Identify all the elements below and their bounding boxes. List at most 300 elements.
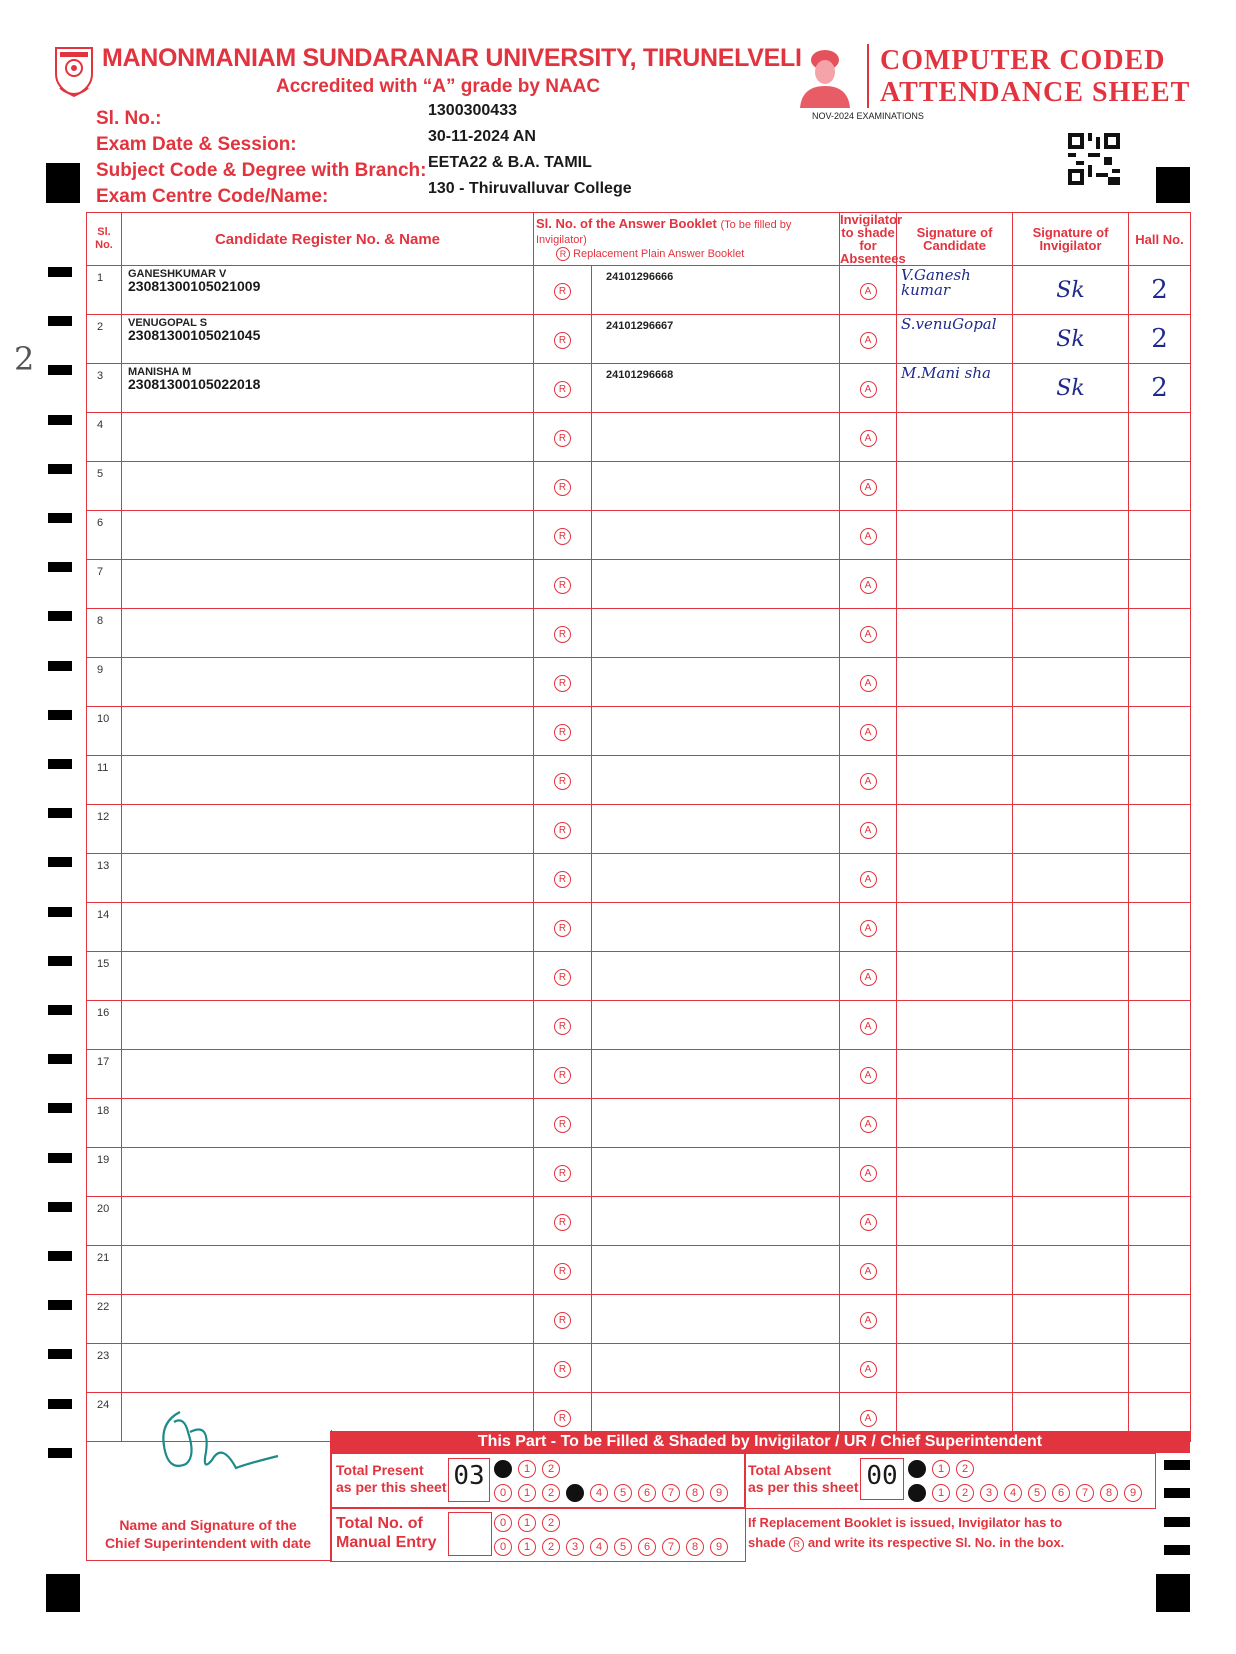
candidate-signature	[897, 1295, 1013, 1344]
replacement-cell	[534, 805, 592, 854]
timing-mark	[48, 1054, 72, 1064]
hall-no	[1129, 1295, 1191, 1344]
candidate-cell	[122, 1295, 534, 1344]
booklet-no	[592, 658, 840, 707]
absent-bubble[interactable]: A	[860, 528, 877, 545]
candidate-signature	[897, 1344, 1013, 1393]
total-absent-tens[interactable]	[908, 1459, 980, 1478]
hall-no	[1129, 413, 1191, 462]
absent-cell	[840, 903, 897, 952]
total-present-line1: Total Present	[336, 1462, 424, 1478]
replacement-bubble[interactable]: R	[554, 1312, 571, 1329]
digit-bubble-2[interactable]: 2	[542, 1484, 560, 1502]
candidate-cell	[122, 1001, 534, 1050]
digit-bubble-8[interactable]: 8	[686, 1538, 704, 1556]
replacement-cell	[534, 1246, 592, 1295]
digit-bubble-3[interactable]: 3	[980, 1484, 998, 1502]
col-booklet-paren: (To be filled by Invigilator)	[536, 219, 792, 246]
footer-band: This Part - To be Filled & Shaded by Invigilator / UR / Chief Superintendent	[330, 1431, 1190, 1453]
table-row	[87, 658, 1191, 707]
timing-mark	[48, 661, 72, 671]
absent-cell	[840, 805, 897, 854]
digit-bubble-3[interactable]: 3	[566, 1538, 584, 1556]
candidate-cell	[122, 511, 534, 560]
absent-cell	[840, 854, 897, 903]
hall-no: 2	[1129, 315, 1191, 364]
replacement-bubble[interactable]: R	[554, 381, 571, 398]
digit-bubble-0[interactable]: 0	[494, 1484, 512, 1502]
candidate-cell	[122, 1099, 534, 1148]
hall-no	[1129, 1050, 1191, 1099]
absent-bubble[interactable]: A	[860, 430, 877, 447]
digit-bubble-1[interactable]: 1	[518, 1484, 536, 1502]
digit-bubble-4[interactable]: 4	[590, 1538, 608, 1556]
digit-bubble-0[interactable]: 0	[494, 1460, 512, 1478]
booklet-no: 24101296668	[592, 364, 840, 413]
hall-no	[1129, 756, 1191, 805]
replacement-cell	[534, 707, 592, 756]
timing-mark	[48, 1448, 72, 1458]
absent-bubble[interactable]: A	[860, 1165, 877, 1182]
table-row	[87, 1099, 1191, 1148]
total-absent-line2: as per this sheet	[748, 1479, 859, 1495]
replacement-bubble[interactable]: R	[554, 822, 571, 839]
digit-bubble-1[interactable]: 1	[932, 1484, 950, 1502]
absent-bubble[interactable]: A	[860, 283, 877, 300]
replacement-bubble[interactable]: R	[554, 1018, 571, 1035]
replacement-bubble[interactable]: R	[554, 969, 571, 986]
table-row	[87, 462, 1191, 511]
replacement-cell	[534, 511, 592, 560]
replacement-bubble[interactable]: R	[554, 1263, 571, 1280]
header-divider	[867, 44, 869, 108]
replacement-cell	[534, 1001, 592, 1050]
corner-mark-top-left	[46, 163, 80, 203]
timing-mark	[48, 1251, 72, 1261]
university-logo	[52, 44, 96, 100]
timing-mark	[48, 365, 72, 375]
digit-bubble-0[interactable]: 0	[908, 1484, 926, 1502]
absent-bubble[interactable]: A	[860, 381, 877, 398]
invigilator-signature	[1013, 903, 1129, 952]
row-sl-no: 1	[87, 266, 122, 315]
col-booklet	[534, 213, 840, 266]
subject-label: Subject Code & Degree with Branch:	[96, 160, 427, 181]
hall-no	[1129, 511, 1191, 560]
absent-bubble[interactable]: A	[860, 479, 877, 496]
hall-no	[1129, 560, 1191, 609]
candidate-signature: M.Mani sha	[897, 364, 1013, 413]
candidate-cell	[122, 560, 534, 609]
digit-bubble-3[interactable]: 3	[566, 1484, 584, 1502]
replacement-bubble[interactable]: R	[554, 1116, 571, 1133]
invigilator-signature	[1013, 462, 1129, 511]
hall-no	[1129, 1197, 1191, 1246]
absent-bubble[interactable]: A	[860, 1312, 877, 1329]
sheet-title-line2: ATTENDANCE SHEET	[880, 77, 1191, 108]
candidate-signature	[897, 1246, 1013, 1295]
invigilator-signature	[1013, 658, 1129, 707]
accreditation: Accredited with “A” grade by NAAC	[276, 76, 601, 97]
hall-no	[1129, 805, 1191, 854]
timing-mark	[48, 759, 72, 769]
timing-mark	[48, 956, 72, 966]
absent-cell	[840, 462, 897, 511]
candidate-signature	[897, 1050, 1013, 1099]
candidate-signature	[897, 903, 1013, 952]
absent-bubble[interactable]: A	[860, 1214, 877, 1231]
replacement-bubble[interactable]: R	[554, 332, 571, 349]
replacement-note	[748, 1513, 1064, 1553]
table-row	[87, 952, 1191, 1001]
absent-cell	[840, 315, 897, 364]
replacement-bubble[interactable]: R	[554, 1067, 571, 1084]
corner-mark-top-right	[1156, 167, 1190, 203]
replacement-note-line2a: shade	[748, 1535, 786, 1550]
replacement-bubble[interactable]: R	[554, 479, 571, 496]
replacement-cell	[534, 1148, 592, 1197]
digit-bubble-9[interactable]: 9	[710, 1538, 728, 1556]
invigilator-signature: Sk	[1013, 315, 1129, 364]
absent-cell	[840, 756, 897, 805]
booklet-no	[592, 1344, 840, 1393]
digit-bubble-0[interactable]: 0	[494, 1514, 512, 1532]
candidate-cell	[122, 805, 534, 854]
digit-bubble-0[interactable]: 0	[908, 1460, 926, 1478]
examinations-label: NOV-2024 EXAMINATIONS	[812, 111, 924, 121]
timing-mark	[48, 1103, 72, 1113]
total-present-tens[interactable]	[494, 1459, 566, 1478]
booklet-no	[592, 609, 840, 658]
absent-cell	[840, 266, 897, 315]
replacement-r-icon: R	[789, 1537, 804, 1552]
candidate-signature	[897, 1197, 1013, 1246]
portrait-emblem	[794, 42, 856, 108]
digit-bubble-2[interactable]: 2	[956, 1484, 974, 1502]
digit-bubble-4[interactable]: 4	[590, 1484, 608, 1502]
timing-mark	[48, 1349, 72, 1359]
digit-bubble-7[interactable]: 7	[1076, 1484, 1094, 1502]
digit-bubble-7[interactable]: 7	[662, 1484, 680, 1502]
candidate-signature	[897, 560, 1013, 609]
replacement-bubble[interactable]: R	[554, 1361, 571, 1378]
candidate-signature	[897, 511, 1013, 560]
replacement-bubble[interactable]: R	[554, 577, 571, 594]
replacement-cell	[534, 315, 592, 364]
booklet-no	[592, 560, 840, 609]
absent-bubble[interactable]: A	[860, 626, 877, 643]
total-absent-units[interactable]	[908, 1483, 1148, 1502]
sheet-title	[880, 45, 1190, 109]
candidate-cell	[122, 658, 534, 707]
replacement-note-line1: If Replacement Booklet is issued, Invigilator has to	[748, 1515, 1063, 1530]
hall-no	[1129, 462, 1191, 511]
digit-bubble-9[interactable]: 9	[710, 1484, 728, 1502]
candidate-cell	[122, 462, 534, 511]
candidate-signature	[897, 952, 1013, 1001]
candidate-signature	[897, 1099, 1013, 1148]
digit-bubble-1[interactable]: 1	[932, 1460, 950, 1478]
candidate-cell	[122, 707, 534, 756]
total-absent-input[interactable]: 00	[860, 1458, 904, 1500]
corner-mark-bottom-left	[46, 1574, 80, 1612]
absent-bubble[interactable]: A	[860, 773, 877, 790]
replacement-bubble[interactable]: R	[554, 773, 571, 790]
digit-bubble-2[interactable]: 2	[542, 1514, 560, 1532]
replacement-bubble[interactable]: R	[554, 1214, 571, 1231]
timing-mark	[1164, 1517, 1190, 1527]
replacement-bubble[interactable]: R	[554, 1165, 571, 1182]
hall-no	[1129, 903, 1191, 952]
candidate-signature: S.venuGopal	[897, 315, 1013, 364]
manual-entry-line2: Manual Entry	[336, 1534, 437, 1551]
replacement-cell	[534, 1099, 592, 1148]
absent-bubble[interactable]: A	[860, 1263, 877, 1280]
manual-entry-input[interactable]	[448, 1512, 492, 1556]
digit-bubble-1[interactable]: 1	[518, 1538, 536, 1556]
absent-bubble[interactable]: A	[860, 871, 877, 888]
candidate-cell	[122, 952, 534, 1001]
absent-bubble[interactable]: A	[860, 920, 877, 937]
total-present-input[interactable]: 03	[448, 1458, 490, 1502]
table-row	[87, 1344, 1191, 1393]
candidate-cell	[122, 1148, 534, 1197]
invigilator-signature	[1013, 609, 1129, 658]
invigilator-signature: Sk	[1013, 364, 1129, 413]
digit-bubble-9[interactable]: 9	[1124, 1484, 1142, 1502]
digit-bubble-5[interactable]: 5	[614, 1538, 632, 1556]
centre-label: Exam Centre Code/Name:	[96, 186, 329, 207]
booklet-no: 24101296666	[592, 266, 840, 315]
invigilator-signature	[1013, 1246, 1129, 1295]
row-sl-no: 15	[87, 952, 122, 1001]
hall-no	[1129, 1246, 1191, 1295]
row-sl-no: 13	[87, 854, 122, 903]
digit-bubble-6[interactable]: 6	[638, 1538, 656, 1556]
absent-cell	[840, 1099, 897, 1148]
manual-entry-tens[interactable]	[494, 1513, 566, 1532]
digit-bubble-4[interactable]: 4	[1004, 1484, 1022, 1502]
digit-bubble-1[interactable]: 1	[518, 1514, 536, 1532]
total-present-units[interactable]	[494, 1483, 734, 1502]
absent-bubble[interactable]: A	[860, 1116, 877, 1133]
subject-value: EETA22 & B.A. TAMIL	[428, 154, 592, 171]
sheet-title-line1: COMPUTER CODED	[880, 45, 1166, 76]
col-invigilator-shade: Invigilator to shade for Absentees	[840, 212, 906, 266]
digit-bubble-2[interactable]: 2	[956, 1460, 974, 1478]
absent-cell	[840, 1344, 897, 1393]
replacement-cell	[534, 903, 592, 952]
timing-mark	[1164, 1460, 1190, 1470]
absent-cell	[840, 609, 897, 658]
absent-bubble[interactable]: A	[860, 969, 877, 986]
hall-no	[1129, 1344, 1191, 1393]
row-sl-no: 14	[87, 903, 122, 952]
candidate-signature	[897, 805, 1013, 854]
table-row	[87, 609, 1191, 658]
row-sl-no: 8	[87, 609, 122, 658]
replacement-bubble[interactable]: R	[554, 430, 571, 447]
table-row	[87, 854, 1191, 903]
col-candidate: Candidate Register No. & Name	[122, 213, 534, 266]
invigilator-signature	[1013, 1344, 1129, 1393]
candidate-name: VENUGOPAL S	[128, 317, 208, 329]
candidate-name: GANESHKUMAR V	[128, 268, 227, 280]
hall-no	[1129, 952, 1191, 1001]
booklet-no	[592, 413, 840, 462]
row-sl-no: 4	[87, 413, 122, 462]
timing-mark	[48, 808, 72, 818]
row-sl-no: 10	[87, 707, 122, 756]
invigilator-signature	[1013, 560, 1129, 609]
absent-bubble[interactable]: A	[860, 675, 877, 692]
digit-bubble-6[interactable]: 6	[638, 1484, 656, 1502]
digit-bubble-2[interactable]: 2	[542, 1538, 560, 1556]
booklet-no	[592, 1001, 840, 1050]
absent-cell	[840, 1246, 897, 1295]
replacement-bubble[interactable]: R	[554, 528, 571, 545]
invigilator-signature	[1013, 805, 1129, 854]
row-sl-no: 9	[87, 658, 122, 707]
timing-mark	[48, 267, 72, 277]
date-session-label: Exam Date & Session:	[96, 134, 297, 155]
absent-cell	[840, 511, 897, 560]
manual-entry-line1: Total No. of	[336, 1515, 423, 1532]
digit-bubble-5[interactable]: 5	[614, 1484, 632, 1502]
replacement-bubble[interactable]: R	[554, 626, 571, 643]
candidate-cell	[122, 1050, 534, 1099]
col-booklet-sub: Replacement Plain Answer Booklet	[573, 248, 745, 260]
hall-no	[1129, 854, 1191, 903]
col-hall-no: Hall No.	[1129, 213, 1191, 266]
absent-cell	[840, 1148, 897, 1197]
absent-cell	[840, 560, 897, 609]
digit-bubble-7[interactable]: 7	[662, 1538, 680, 1556]
replacement-cell	[534, 413, 592, 462]
replacement-cell	[534, 609, 592, 658]
replacement-cell	[534, 952, 592, 1001]
digit-bubble-0[interactable]: 0	[494, 1538, 512, 1556]
booklet-no	[592, 707, 840, 756]
digit-bubble-2[interactable]: 2	[542, 1460, 560, 1478]
candidate-cell	[122, 756, 534, 805]
row-sl-no: 24	[87, 1393, 122, 1442]
replacement-bubble[interactable]: R	[554, 1410, 571, 1427]
date-session-value: 30-11-2024 AN	[428, 128, 536, 145]
candidate-cell	[122, 854, 534, 903]
timing-mark	[48, 907, 72, 917]
row-sl-no: 21	[87, 1246, 122, 1295]
hall-no	[1129, 1099, 1191, 1148]
candidate-signature	[897, 413, 1013, 462]
replacement-bubble[interactable]: R	[554, 724, 571, 741]
hall-no	[1129, 1148, 1191, 1197]
candidate-signature	[897, 609, 1013, 658]
absent-bubble[interactable]: A	[860, 332, 877, 349]
timing-mark	[48, 415, 72, 425]
absent-bubble[interactable]: A	[860, 577, 877, 594]
hall-no	[1129, 1001, 1191, 1050]
digit-bubble-1[interactable]: 1	[518, 1460, 536, 1478]
booklet-no	[592, 854, 840, 903]
invigilator-signature	[1013, 413, 1129, 462]
invigilator-signature	[1013, 1295, 1129, 1344]
replacement-cell	[534, 1050, 592, 1099]
digit-bubble-6[interactable]: 6	[1052, 1484, 1070, 1502]
booklet-no	[592, 1197, 840, 1246]
booklet-no	[592, 462, 840, 511]
chief-signature-stamp	[150, 1402, 280, 1484]
invigilator-signature	[1013, 1050, 1129, 1099]
centre-value: 130 - Thiruvalluvar College	[428, 180, 632, 197]
corner-mark-bottom-right	[1156, 1574, 1190, 1612]
table-row	[87, 315, 1191, 364]
booklet-no	[592, 1050, 840, 1099]
invigilator-signature	[1013, 1001, 1129, 1050]
absent-cell	[840, 1001, 897, 1050]
absent-bubble[interactable]: A	[860, 822, 877, 839]
table-row	[87, 413, 1191, 462]
absent-cell	[840, 658, 897, 707]
table-row	[87, 511, 1191, 560]
replacement-cell	[534, 1344, 592, 1393]
absent-cell	[840, 1050, 897, 1099]
candidate-register-no: 23081300105021009	[128, 278, 261, 294]
timing-mark	[48, 611, 72, 621]
timing-mark	[48, 1202, 72, 1212]
replacement-bubble[interactable]: R	[554, 920, 571, 937]
replacement-cell	[534, 1295, 592, 1344]
timing-mark	[1164, 1488, 1190, 1498]
replacement-bubble[interactable]: R	[554, 871, 571, 888]
candidate-signature	[897, 462, 1013, 511]
invigilator-signature	[1013, 511, 1129, 560]
timing-mark	[48, 1005, 72, 1015]
candidate-cell	[122, 315, 534, 364]
digit-bubble-8[interactable]: 8	[686, 1484, 704, 1502]
replacement-cell	[534, 1197, 592, 1246]
row-sl-no: 3	[87, 364, 122, 413]
absent-bubble[interactable]: A	[860, 1410, 877, 1427]
absent-cell	[840, 1197, 897, 1246]
candidate-register-no: 23081300105022018	[128, 376, 261, 392]
timing-mark	[48, 316, 72, 326]
sl-no-value: 1300300433	[428, 102, 517, 119]
manual-entry-units[interactable]	[494, 1537, 734, 1556]
absent-bubble[interactable]: A	[860, 1361, 877, 1378]
digit-bubble-8[interactable]: 8	[1100, 1484, 1118, 1502]
timing-mark	[48, 1399, 72, 1409]
replacement-cell	[534, 658, 592, 707]
margin-note: 2	[14, 340, 35, 378]
replacement-bubble[interactable]: R	[554, 283, 571, 300]
invigilator-signature	[1013, 952, 1129, 1001]
absent-bubble[interactable]: A	[860, 1018, 877, 1035]
digit-bubble-5[interactable]: 5	[1028, 1484, 1046, 1502]
replacement-r-icon: R	[556, 247, 570, 261]
replacement-bubble[interactable]: R	[554, 675, 571, 692]
candidate-signature	[897, 1148, 1013, 1197]
absent-bubble[interactable]: A	[860, 724, 877, 741]
invigilator-signature	[1013, 1197, 1129, 1246]
row-sl-no: 12	[87, 805, 122, 854]
table-row	[87, 1295, 1191, 1344]
table-row	[87, 560, 1191, 609]
row-sl-no: 7	[87, 560, 122, 609]
hall-no	[1129, 658, 1191, 707]
absent-cell	[840, 413, 897, 462]
absent-bubble[interactable]: A	[860, 1067, 877, 1084]
